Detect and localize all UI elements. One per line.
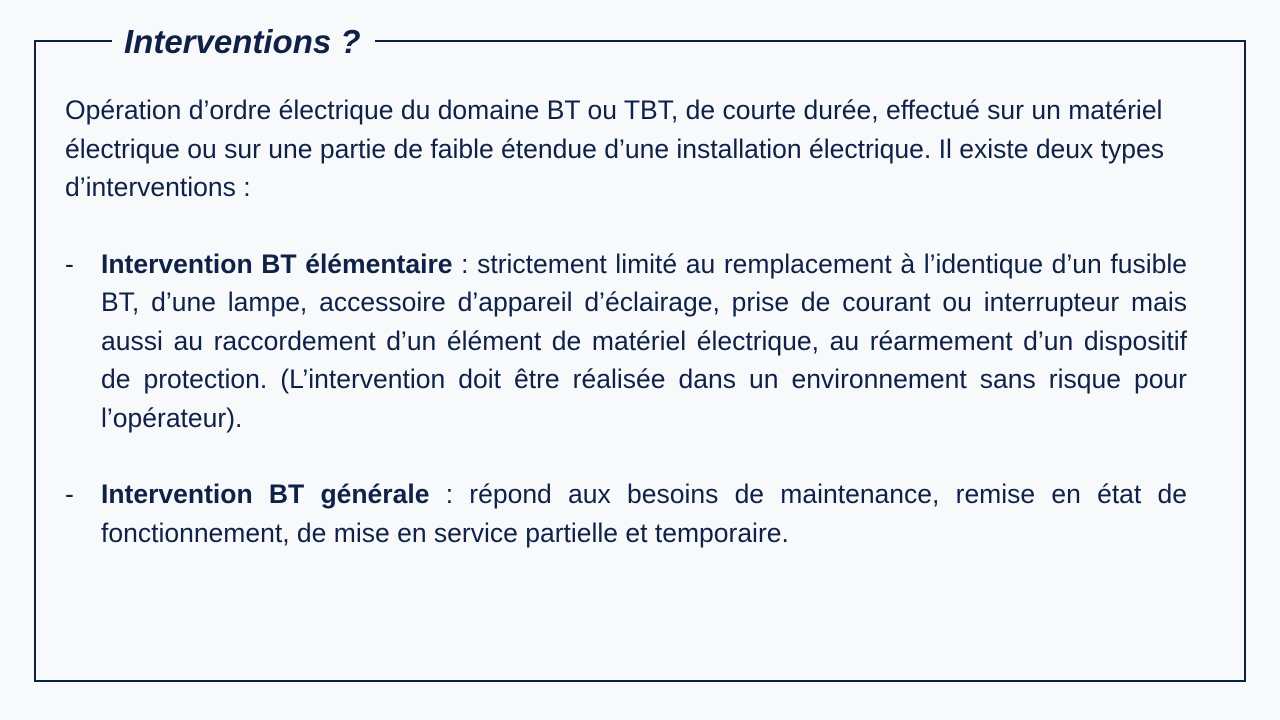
bullet-description: : strictement limité au remplacement à l’identique d’un fusible BT, d’une lampe, accessoire d’appareil d’éclairage, prise de courant ou interrupteur mais aussi au raccordement d’un élément de matériel électrique, au réarmement d’un dispositif de protection. (L’intervention doit être réalisée dans un environnement sans risque pour l’opérateur). xyxy=(101,248,1187,433)
bullet-description: : répond aux besoins de maintenance, remise en état de fonctionnement, de mise en service partielle et temporaire. xyxy=(101,479,1187,548)
bullet-item-elementaire xyxy=(65,245,1187,438)
bullet-text xyxy=(101,245,1187,438)
bullet-term: Intervention BT élémentaire xyxy=(101,248,453,279)
intro-paragraph: Opération d’ordre électrique du domaine BT ou TBT, de courte durée, effectué sur un matériel électrique ou sur une partie de faible étendue d’une installation électrique. Il existe deux types d’interventions : xyxy=(65,95,1164,202)
slide-content xyxy=(65,91,1187,552)
bullet-term: Intervention BT générale xyxy=(101,479,430,509)
bullet-item-generale xyxy=(65,475,1187,552)
bullet-marker: - xyxy=(65,479,74,509)
bullet-marker: - xyxy=(65,248,74,279)
slide-title: Interventions ? xyxy=(124,23,361,60)
bullet-text xyxy=(101,475,1187,552)
title-container xyxy=(112,20,375,64)
